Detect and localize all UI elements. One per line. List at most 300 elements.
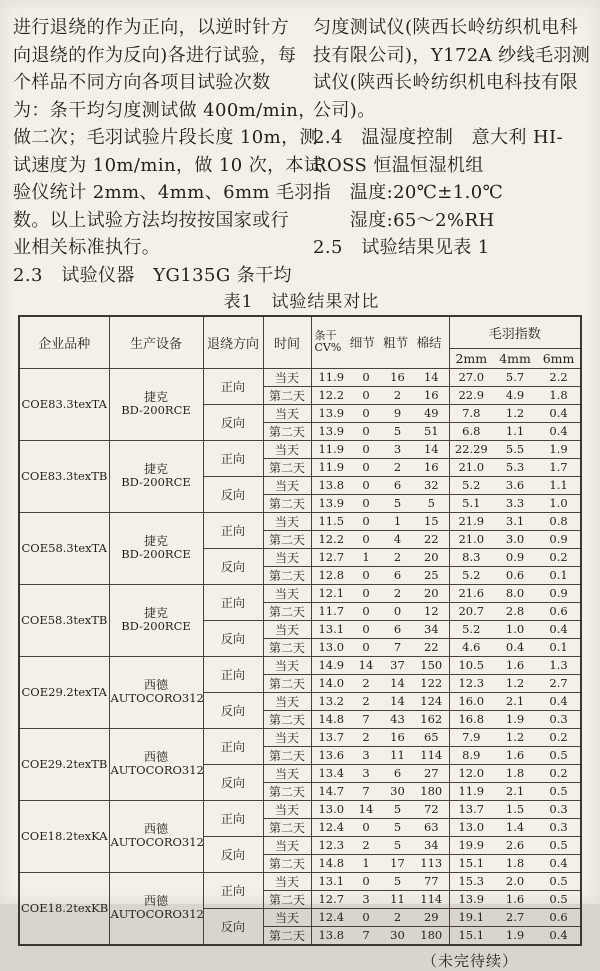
- h2-cell: 19.1: [449, 908, 493, 926]
- thin-cell: 2: [351, 674, 381, 692]
- h2-cell: 20.7: [449, 602, 493, 620]
- equipment-cell: [109, 728, 203, 800]
- direction-cell: 正向: [203, 584, 263, 620]
- right-text-column: [313, 14, 589, 289]
- h6-cell: 0.3: [537, 710, 581, 728]
- time-cell: 第二天: [263, 710, 311, 728]
- neps-cell: 15: [414, 512, 449, 530]
- neps-cell: 63: [414, 818, 449, 836]
- cv-cell: 12.1: [311, 584, 351, 602]
- h6-cell: 0.5: [537, 890, 581, 908]
- h4-cell: 2.1: [493, 692, 537, 710]
- table-header: [19, 316, 581, 368]
- thick-cell: 2: [381, 386, 414, 404]
- cv-cell: 13.8: [311, 476, 351, 494]
- h6-cell: 0.5: [537, 872, 581, 890]
- thick-cell: 6: [381, 476, 414, 494]
- time-cell: 当天: [263, 908, 311, 926]
- table-body: [19, 368, 581, 945]
- neps-cell: 72: [414, 800, 449, 818]
- thin-cell: 0: [351, 872, 381, 890]
- cv-cell: 13.9: [311, 422, 351, 440]
- h2-cell: 7.9: [449, 728, 493, 746]
- h2-cell: 21.0: [449, 458, 493, 476]
- time-cell: 第二天: [263, 530, 311, 548]
- h4-cell: 1.2: [493, 728, 537, 746]
- h6-cell: 0.4: [537, 404, 581, 422]
- equipment-model: BD-200RCE: [121, 547, 191, 561]
- cv-cell: 11.9: [311, 440, 351, 458]
- h6-cell: 0.9: [537, 584, 581, 602]
- h4-cell: 2.1: [493, 782, 537, 800]
- cv-cell: 13.2: [311, 692, 351, 710]
- time-cell: 当天: [263, 440, 311, 458]
- cv-cell: 12.7: [311, 548, 351, 566]
- header-neps: 棉结: [416, 335, 442, 351]
- table-row: [19, 584, 581, 602]
- thick-cell: 6: [381, 764, 414, 782]
- thick-cell: 5: [381, 836, 414, 854]
- direction-cell: 正向: [203, 512, 263, 548]
- h6-cell: 0.6: [537, 908, 581, 926]
- direction-cell: 反向: [203, 836, 263, 872]
- equipment-cell: [109, 656, 203, 728]
- neps-cell: 16: [414, 386, 449, 404]
- text-line: 2.4 温湿度控制 意大利 HI-: [313, 127, 564, 148]
- h4-cell: 1.6: [493, 746, 537, 764]
- time-cell: 第二天: [263, 926, 311, 945]
- equipment-cell: [109, 800, 203, 872]
- h6-cell: 0.4: [537, 620, 581, 638]
- product-cell: COE83.3texTB: [19, 440, 109, 512]
- thick-cell: 2: [381, 548, 414, 566]
- text-line: 验仪统计 2mm、4mm、6mm 毛羽指: [13, 182, 332, 203]
- thick-cell: 17: [381, 854, 414, 872]
- time-cell: 第二天: [263, 602, 311, 620]
- text-line: 湿度:65～2%RH: [313, 209, 495, 231]
- text-line: 为：条干均匀度测试做 400m/min，: [13, 99, 317, 121]
- neps-cell: 114: [414, 890, 449, 908]
- thin-cell: 0: [351, 386, 381, 404]
- h6-cell: 0.1: [537, 638, 581, 656]
- equipment-model: AUTOCORO312: [110, 691, 204, 705]
- neps-cell: 16: [414, 458, 449, 476]
- neps-cell: 124: [414, 692, 449, 710]
- h4-cell: 1.6: [493, 656, 537, 674]
- cv-cell: 13.0: [311, 638, 351, 656]
- neps-cell: 20: [414, 548, 449, 566]
- h6-cell: 0.2: [537, 548, 581, 566]
- h6-cell: 1.0: [537, 494, 581, 512]
- h2-cell: 21.6: [449, 584, 493, 602]
- time-cell: 第二天: [263, 746, 311, 764]
- direction-cell: 正向: [203, 800, 263, 836]
- cv-cell: 11.5: [311, 512, 351, 530]
- thick-cell: 11: [381, 890, 414, 908]
- h4-cell: 1.4: [493, 818, 537, 836]
- thin-cell: 0: [351, 584, 381, 602]
- h6-cell: 1.1: [537, 476, 581, 494]
- text-line: 进行退绕的作为正向，以逆时针方: [13, 17, 289, 38]
- thin-cell: 0: [351, 530, 381, 548]
- neps-cell: 162: [414, 710, 449, 728]
- h2-cell: 5.2: [449, 566, 493, 584]
- thin-cell: 1: [351, 548, 381, 566]
- direction-cell: 正向: [203, 728, 263, 764]
- thick-cell: 16: [381, 728, 414, 746]
- thin-cell: 14: [351, 800, 381, 818]
- h2-cell: 16.8: [449, 710, 493, 728]
- direction-cell: 反向: [203, 548, 263, 584]
- text-line: 试速度为 10m/min，做 10 次，本试: [13, 154, 323, 176]
- header-6mm: 6mm: [537, 348, 581, 368]
- thin-cell: 0: [351, 458, 381, 476]
- thick-cell: 5: [381, 800, 414, 818]
- h6-cell: 0.3: [537, 800, 581, 818]
- text-line: 数。以上试验方法均按按国家或行: [13, 209, 289, 231]
- time-cell: 当天: [263, 872, 311, 890]
- thick-cell: 7: [381, 638, 414, 656]
- direction-cell: 反向: [203, 476, 263, 512]
- h6-cell: 0.2: [537, 728, 581, 746]
- thin-cell: 0: [351, 422, 381, 440]
- h6-cell: 1.3: [537, 656, 581, 674]
- thin-cell: 0: [351, 404, 381, 422]
- h4-cell: 0.6: [493, 566, 537, 584]
- equipment-model: AUTOCORO312: [110, 907, 204, 921]
- h4-cell: 3.6: [493, 476, 537, 494]
- cv-cell: 11.9: [311, 458, 351, 476]
- thick-cell: 11: [381, 746, 414, 764]
- h2-cell: 13.0: [449, 818, 493, 836]
- h2-cell: 15.1: [449, 926, 493, 945]
- table-row: [19, 512, 581, 530]
- neps-cell: 25: [414, 566, 449, 584]
- time-cell: 当天: [263, 728, 311, 746]
- text-line: 试仪(陕西长岭纺织机电科技有限: [313, 72, 579, 93]
- time-cell: 当天: [263, 692, 311, 710]
- equipment-maker: 捷克: [143, 390, 168, 404]
- product-cell: COE58.3texTA: [19, 512, 109, 584]
- table-row: [19, 440, 581, 458]
- h2-cell: 27.0: [449, 368, 493, 386]
- neps-cell: 12: [414, 602, 449, 620]
- header-4mm: 4mm: [493, 348, 537, 368]
- header-direction: 退绕方向: [203, 316, 263, 368]
- table-row: [19, 872, 581, 890]
- header-product: 企业品种: [19, 316, 109, 368]
- h4-cell: 3.3: [493, 494, 537, 512]
- time-cell: 当天: [263, 512, 311, 530]
- time-cell: 当天: [263, 548, 311, 566]
- h4-cell: 1.1: [493, 422, 537, 440]
- cv-cell: 14.8: [311, 854, 351, 872]
- thick-cell: 3: [381, 440, 414, 458]
- time-cell: 当天: [263, 620, 311, 638]
- h6-cell: 0.6: [537, 602, 581, 620]
- time-cell: 第二天: [263, 818, 311, 836]
- table-row: [19, 800, 581, 818]
- neps-cell: 34: [414, 836, 449, 854]
- h4-cell: 0.4: [493, 638, 537, 656]
- neps-cell: 65: [414, 728, 449, 746]
- h6-cell: 0.8: [537, 512, 581, 530]
- equipment-model: AUTOCORO312: [110, 835, 204, 849]
- h2-cell: 21.9: [449, 512, 493, 530]
- thin-cell: 2: [351, 728, 381, 746]
- cv-cell: 13.9: [311, 404, 351, 422]
- neps-cell: 180: [414, 782, 449, 800]
- h2-cell: 8.9: [449, 746, 493, 764]
- h4-cell: 1.2: [493, 404, 537, 422]
- thick-cell: 43: [381, 710, 414, 728]
- header-cv-line2: CV%: [314, 341, 342, 355]
- h2-cell: 10.5: [449, 656, 493, 674]
- neps-cell: 113: [414, 854, 449, 872]
- time-cell: 当天: [263, 404, 311, 422]
- equipment-maker: 西德: [143, 678, 168, 692]
- time-cell: 第二天: [263, 494, 311, 512]
- neps-cell: 150: [414, 656, 449, 674]
- thin-cell: 0: [351, 602, 381, 620]
- thick-cell: 5: [381, 872, 414, 890]
- h4-cell: 1.5: [493, 800, 537, 818]
- h4-cell: 3.0: [493, 530, 537, 548]
- to-be-continued-note: （未完待续）: [421, 951, 518, 970]
- h2-cell: 7.8: [449, 404, 493, 422]
- time-cell: 第二天: [263, 386, 311, 404]
- table-caption: 表1 试验结果对比: [223, 292, 380, 312]
- thick-cell: 9: [381, 404, 414, 422]
- h6-cell: 0.3: [537, 818, 581, 836]
- product-cell: COE18.2texKB: [19, 872, 109, 945]
- equipment-cell: [109, 440, 203, 512]
- neps-cell: 114: [414, 746, 449, 764]
- direction-cell: 反向: [203, 620, 263, 656]
- h4-cell: 2.0: [493, 872, 537, 890]
- product-cell: COE58.3texTB: [19, 584, 109, 656]
- equipment-cell: [109, 512, 203, 584]
- cv-cell: 11.9: [311, 368, 351, 386]
- h4-cell: 1.9: [493, 710, 537, 728]
- thick-cell: 30: [381, 926, 414, 945]
- h4-cell: 5.7: [493, 368, 537, 386]
- text-line: 温度:20℃±1.0℃: [313, 182, 504, 203]
- thin-cell: 0: [351, 818, 381, 836]
- thick-cell: 2: [381, 584, 414, 602]
- cv-cell: 12.8: [311, 566, 351, 584]
- h4-cell: 1.6: [493, 890, 537, 908]
- h2-cell: 15.1: [449, 854, 493, 872]
- thin-cell: 0: [351, 620, 381, 638]
- thin-cell: 0: [351, 908, 381, 926]
- text-line: ROSS 恒温恒湿机组: [313, 154, 484, 176]
- text-line: 2.5 试验结果见表 1: [313, 237, 490, 258]
- time-cell: 当天: [263, 836, 311, 854]
- table-row: [19, 656, 581, 674]
- thin-cell: 0: [351, 566, 381, 584]
- h6-cell: 2.7: [537, 674, 581, 692]
- time-cell: 当天: [263, 368, 311, 386]
- direction-cell: 反向: [203, 764, 263, 800]
- header-thick: 粗节: [383, 335, 409, 351]
- h6-cell: 1.7: [537, 458, 581, 476]
- thick-cell: 2: [381, 908, 414, 926]
- table-row: [19, 368, 581, 386]
- thin-cell: 1: [351, 854, 381, 872]
- equipment-maker: 捷克: [143, 462, 168, 476]
- h6-cell: 0.9: [537, 530, 581, 548]
- neps-cell: 29: [414, 908, 449, 926]
- h6-cell: 0.2: [537, 764, 581, 782]
- product-cell: COE29.2texTA: [19, 656, 109, 728]
- thick-cell: 1: [381, 512, 414, 530]
- h6-cell: 0.1: [537, 566, 581, 584]
- neps-cell: 77: [414, 872, 449, 890]
- time-cell: 当天: [263, 584, 311, 602]
- h6-cell: 0.4: [537, 926, 581, 945]
- left-text-column: [13, 14, 332, 289]
- header-hairiness: 毛羽指数: [449, 316, 581, 348]
- neps-cell: 180: [414, 926, 449, 945]
- h2-cell: 22.9: [449, 386, 493, 404]
- direction-cell: 反向: [203, 692, 263, 728]
- header-time: 时间: [263, 316, 311, 368]
- cv-cell: 13.1: [311, 620, 351, 638]
- cv-cell: 13.1: [311, 872, 351, 890]
- cv-cell: 14.0: [311, 674, 351, 692]
- time-cell: 第二天: [263, 458, 311, 476]
- equipment-model: BD-200RCE: [121, 619, 191, 633]
- time-cell: 当天: [263, 656, 311, 674]
- thick-cell: 37: [381, 656, 414, 674]
- thick-cell: 14: [381, 674, 414, 692]
- h6-cell: 1.9: [537, 440, 581, 458]
- thin-cell: 3: [351, 764, 381, 782]
- h2-cell: 5.2: [449, 476, 493, 494]
- h4-cell: 5.3: [493, 458, 537, 476]
- h6-cell: 2.2: [537, 368, 581, 386]
- h2-cell: 12.3: [449, 674, 493, 692]
- h4-cell: 1.0: [493, 620, 537, 638]
- direction-cell: 正向: [203, 368, 263, 404]
- time-cell: 当天: [263, 764, 311, 782]
- direction-cell: 反向: [203, 404, 263, 440]
- thin-cell: 7: [351, 926, 381, 945]
- cv-cell: 14.7: [311, 782, 351, 800]
- thin-cell: 0: [351, 440, 381, 458]
- cv-cell: 13.9: [311, 494, 351, 512]
- h2-cell: 11.9: [449, 782, 493, 800]
- direction-cell: 正向: [203, 872, 263, 908]
- cv-cell: 13.0: [311, 800, 351, 818]
- text-line: 公司)。: [313, 99, 376, 121]
- cv-cell: 13.8: [311, 926, 351, 945]
- header-cv: [315, 330, 342, 354]
- thin-cell: 0: [351, 368, 381, 386]
- cv-cell: 12.4: [311, 908, 351, 926]
- neps-cell: 20: [414, 584, 449, 602]
- thin-cell: 3: [351, 890, 381, 908]
- h6-cell: 0.5: [537, 746, 581, 764]
- time-cell: 第二天: [263, 422, 311, 440]
- thin-cell: 0: [351, 476, 381, 494]
- neps-cell: 27: [414, 764, 449, 782]
- cv-cell: 12.3: [311, 836, 351, 854]
- equipment-cell: [109, 872, 203, 945]
- h4-cell: 1.8: [493, 854, 537, 872]
- direction-cell: 正向: [203, 656, 263, 692]
- cv-cell: 12.2: [311, 386, 351, 404]
- equipment-model: AUTOCORO312: [110, 763, 204, 777]
- table-row: [19, 728, 581, 746]
- h2-cell: 12.0: [449, 764, 493, 782]
- thick-cell: 6: [381, 566, 414, 584]
- thick-cell: 16: [381, 368, 414, 386]
- h2-cell: 16.0: [449, 692, 493, 710]
- h2-cell: 5.1: [449, 494, 493, 512]
- h4-cell: 4.9: [493, 386, 537, 404]
- time-cell: 第二天: [263, 566, 311, 584]
- equipment-model: BD-200RCE: [121, 403, 191, 417]
- h2-cell: 22.29: [449, 440, 493, 458]
- direction-cell: 正向: [203, 440, 263, 476]
- text-line: 技有限公司)，Y172A 纱线毛羽测: [313, 44, 591, 66]
- h4-cell: 8.0: [493, 584, 537, 602]
- header-thin: 细节: [349, 335, 375, 351]
- h6-cell: 0.4: [537, 422, 581, 440]
- header-cv-line1: 条干: [314, 329, 337, 343]
- thick-cell: 30: [381, 782, 414, 800]
- neps-cell: 14: [414, 368, 449, 386]
- h2-cell: 13.7: [449, 800, 493, 818]
- product-cell: COE18.2texKA: [19, 800, 109, 872]
- neps-cell: 14: [414, 440, 449, 458]
- time-cell: 第二天: [263, 638, 311, 656]
- equipment-cell: [109, 368, 203, 440]
- h2-cell: 6.8: [449, 422, 493, 440]
- neps-cell: 49: [414, 404, 449, 422]
- direction-cell: 反向: [203, 908, 263, 945]
- equipment-maker: 西德: [143, 750, 168, 764]
- text-line: 向退绕的作为反向)各进行试验，每: [13, 44, 297, 66]
- time-cell: 第二天: [263, 782, 311, 800]
- neps-cell: 5: [414, 494, 449, 512]
- thick-cell: 6: [381, 620, 414, 638]
- equipment-cell: [109, 584, 203, 656]
- equipment-maker: 西德: [143, 822, 168, 836]
- h2-cell: 4.6: [449, 638, 493, 656]
- time-cell: 第二天: [263, 890, 311, 908]
- cv-cell: 12.2: [311, 530, 351, 548]
- cv-cell: 12.4: [311, 818, 351, 836]
- cv-cell: 14.8: [311, 710, 351, 728]
- thin-cell: 3: [351, 746, 381, 764]
- cv-cell: 11.7: [311, 602, 351, 620]
- h6-cell: 0.5: [537, 836, 581, 854]
- equipment-maker: 西德: [143, 894, 168, 908]
- thin-cell: 7: [351, 782, 381, 800]
- h4-cell: 2.7: [493, 908, 537, 926]
- h4-cell: 0.9: [493, 548, 537, 566]
- h4-cell: 5.5: [493, 440, 537, 458]
- h6-cell: 0.4: [537, 692, 581, 710]
- h2-cell: 5.2: [449, 620, 493, 638]
- thick-cell: 4: [381, 530, 414, 548]
- text-line: 个样品不同方向各项目试验次数: [13, 72, 271, 93]
- neps-cell: 34: [414, 620, 449, 638]
- text-line: 匀度测试仪(陕西长岭纺织机电科: [313, 17, 579, 38]
